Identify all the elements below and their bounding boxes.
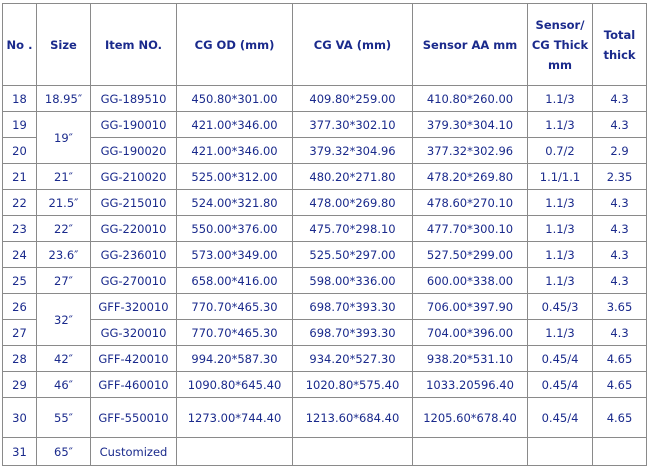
cell-item: Customized bbox=[91, 438, 177, 466]
table-row bbox=[3, 242, 647, 268]
cell-sensor-aa: 1033.20596.40 bbox=[413, 372, 528, 398]
cell-total: 2.35 bbox=[593, 164, 647, 190]
cell-total: 3.65 bbox=[593, 294, 647, 320]
cell-item: GG-270010 bbox=[91, 268, 177, 294]
cell-total: 4.3 bbox=[593, 112, 647, 138]
cell-cg-va: 377.30*302.10 bbox=[293, 112, 413, 138]
cell-total: 2.9 bbox=[593, 138, 647, 164]
cell-total: 4.65 bbox=[593, 372, 647, 398]
cell-item: GG-210020 bbox=[91, 164, 177, 190]
cell-cg-va bbox=[293, 438, 413, 466]
cell-no: 19 bbox=[3, 112, 37, 138]
cell-no: 21 bbox=[3, 164, 37, 190]
cell-sensor-aa: 477.70*300.10 bbox=[413, 216, 528, 242]
cell-size: 22″ bbox=[37, 216, 91, 242]
cell-cg-va: 379.32*304.96 bbox=[293, 138, 413, 164]
cell-size: 21″ bbox=[37, 164, 91, 190]
cell-cg-va: 480.20*271.80 bbox=[293, 164, 413, 190]
cell-size: 27″ bbox=[37, 268, 91, 294]
cell-sensor-aa: 377.32*302.96 bbox=[413, 138, 528, 164]
table-row bbox=[3, 216, 647, 242]
header-thick: Sensor/ CG Thick mm bbox=[528, 4, 593, 86]
cell-thick: 0.45/4 bbox=[528, 372, 593, 398]
cell-sensor-aa bbox=[413, 438, 528, 466]
cell-size: 32″ bbox=[37, 294, 91, 346]
cell-cg-od: 770.70*465.30 bbox=[177, 294, 293, 320]
header-row bbox=[3, 4, 647, 86]
cell-no: 23 bbox=[3, 216, 37, 242]
cell-cg-od: 1273.00*744.40 bbox=[177, 398, 293, 438]
table-row bbox=[3, 164, 647, 190]
cell-thick: 0.7/2 bbox=[528, 138, 593, 164]
cell-item: GG-190010 bbox=[91, 112, 177, 138]
cell-size: 55″ bbox=[37, 398, 91, 438]
cell-item: GG-190020 bbox=[91, 138, 177, 164]
cell-cg-od: 573.00*349.00 bbox=[177, 242, 293, 268]
cell-sensor-aa: 478.60*270.10 bbox=[413, 190, 528, 216]
cell-sensor-aa: 938.20*531.10 bbox=[413, 346, 528, 372]
cell-no: 29 bbox=[3, 372, 37, 398]
cell-size: 19″ bbox=[37, 112, 91, 164]
cell-cg-od bbox=[177, 438, 293, 466]
cell-item: GFF-320010 bbox=[91, 294, 177, 320]
cell-cg-va: 409.80*259.00 bbox=[293, 86, 413, 112]
table-row bbox=[3, 438, 647, 466]
cell-cg-va: 598.00*336.00 bbox=[293, 268, 413, 294]
cell-cg-od: 550.00*376.00 bbox=[177, 216, 293, 242]
cell-cg-od: 421.00*346.00 bbox=[177, 138, 293, 164]
cell-total: 4.3 bbox=[593, 190, 647, 216]
cell-size: 18.95″ bbox=[37, 86, 91, 112]
cell-thick: 1.1/3 bbox=[528, 242, 593, 268]
cell-cg-va: 1213.60*684.40 bbox=[293, 398, 413, 438]
spec-table bbox=[2, 3, 647, 466]
cell-cg-va: 1020.80*575.40 bbox=[293, 372, 413, 398]
header-cg-od: CG OD (mm) bbox=[177, 4, 293, 86]
cell-cg-va: 698.70*393.30 bbox=[293, 320, 413, 346]
header-no: No . bbox=[3, 4, 37, 86]
cell-cg-od: 524.00*321.80 bbox=[177, 190, 293, 216]
cell-cg-va: 525.50*297.00 bbox=[293, 242, 413, 268]
header-sensor-aa: Sensor AA mm bbox=[413, 4, 528, 86]
cell-item: GG-215010 bbox=[91, 190, 177, 216]
cell-cg-od: 994.20*587.30 bbox=[177, 346, 293, 372]
cell-thick: 0.45/4 bbox=[528, 398, 593, 438]
cell-thick: 1.1/3 bbox=[528, 320, 593, 346]
cell-thick: 1.1/3 bbox=[528, 268, 593, 294]
cell-size: 65″ bbox=[37, 438, 91, 466]
table-row bbox=[3, 320, 647, 346]
cell-no: 25 bbox=[3, 268, 37, 294]
cell-cg-od: 658.00*416.00 bbox=[177, 268, 293, 294]
cell-cg-od: 450.80*301.00 bbox=[177, 86, 293, 112]
cell-sensor-aa: 410.80*260.00 bbox=[413, 86, 528, 112]
cell-thick: 0.45/4 bbox=[528, 346, 593, 372]
cell-thick: 1.1/3 bbox=[528, 112, 593, 138]
cell-sensor-aa: 600.00*338.00 bbox=[413, 268, 528, 294]
cell-thick: 1.1/1.1 bbox=[528, 164, 593, 190]
cell-item: GG-236010 bbox=[91, 242, 177, 268]
cell-cg-od: 421.00*346.00 bbox=[177, 112, 293, 138]
cell-total: 4.3 bbox=[593, 320, 647, 346]
cell-total: 4.3 bbox=[593, 268, 647, 294]
cell-total: 4.65 bbox=[593, 346, 647, 372]
cell-item: GG-220010 bbox=[91, 216, 177, 242]
cell-no: 30 bbox=[3, 398, 37, 438]
cell-sensor-aa: 527.50*299.00 bbox=[413, 242, 528, 268]
header-total-thick: Total thick bbox=[593, 4, 647, 86]
cell-item: GG-320010 bbox=[91, 320, 177, 346]
cell-no: 26 bbox=[3, 294, 37, 320]
table-row bbox=[3, 268, 647, 294]
cell-size: 23.6″ bbox=[37, 242, 91, 268]
cell-thick: 1.1/3 bbox=[528, 86, 593, 112]
cell-total bbox=[593, 438, 647, 466]
cell-item: GFF-550010 bbox=[91, 398, 177, 438]
cell-sensor-aa: 379.30*304.10 bbox=[413, 112, 528, 138]
cell-size: 46″ bbox=[37, 372, 91, 398]
cell-total: 4.3 bbox=[593, 86, 647, 112]
cell-no: 22 bbox=[3, 190, 37, 216]
table-row bbox=[3, 398, 647, 438]
cell-cg-va: 475.70*298.10 bbox=[293, 216, 413, 242]
cell-no: 24 bbox=[3, 242, 37, 268]
cell-sensor-aa: 478.20*269.80 bbox=[413, 164, 528, 190]
cell-cg-va: 478.00*269.80 bbox=[293, 190, 413, 216]
table-row bbox=[3, 346, 647, 372]
cell-sensor-aa: 704.00*396.00 bbox=[413, 320, 528, 346]
cell-size: 42″ bbox=[37, 346, 91, 372]
cell-no: 27 bbox=[3, 320, 37, 346]
table-row bbox=[3, 190, 647, 216]
cell-sensor-aa: 1205.60*678.40 bbox=[413, 398, 528, 438]
cell-cg-od: 525.00*312.00 bbox=[177, 164, 293, 190]
cell-size: 21.5″ bbox=[37, 190, 91, 216]
table-row bbox=[3, 86, 647, 112]
cell-no: 28 bbox=[3, 346, 37, 372]
header-size: Size bbox=[37, 4, 91, 86]
cell-item: GG-189510 bbox=[91, 86, 177, 112]
header-item-no: Item NO. bbox=[91, 4, 177, 86]
table-row bbox=[3, 294, 647, 320]
table-row bbox=[3, 138, 647, 164]
cell-cg-od: 1090.80*645.40 bbox=[177, 372, 293, 398]
cell-total: 4.3 bbox=[593, 216, 647, 242]
table-row bbox=[3, 372, 647, 398]
cell-item: GFF-460010 bbox=[91, 372, 177, 398]
cell-cg-od: 770.70*465.30 bbox=[177, 320, 293, 346]
cell-thick: 1.1/3 bbox=[528, 190, 593, 216]
cell-cg-va: 934.20*527.30 bbox=[293, 346, 413, 372]
cell-no: 18 bbox=[3, 86, 37, 112]
cell-thick: 1.1/3 bbox=[528, 216, 593, 242]
cell-thick bbox=[528, 438, 593, 466]
cell-total: 4.65 bbox=[593, 398, 647, 438]
cell-thick: 0.45/3 bbox=[528, 294, 593, 320]
cell-sensor-aa: 706.00*397.90 bbox=[413, 294, 528, 320]
cell-cg-va: 698.70*393.30 bbox=[293, 294, 413, 320]
cell-item: GFF-420010 bbox=[91, 346, 177, 372]
cell-total: 4.3 bbox=[593, 242, 647, 268]
table-row bbox=[3, 112, 647, 138]
cell-no: 31 bbox=[3, 438, 37, 466]
cell-no: 20 bbox=[3, 138, 37, 164]
header-cg-va: CG VA (mm) bbox=[293, 4, 413, 86]
